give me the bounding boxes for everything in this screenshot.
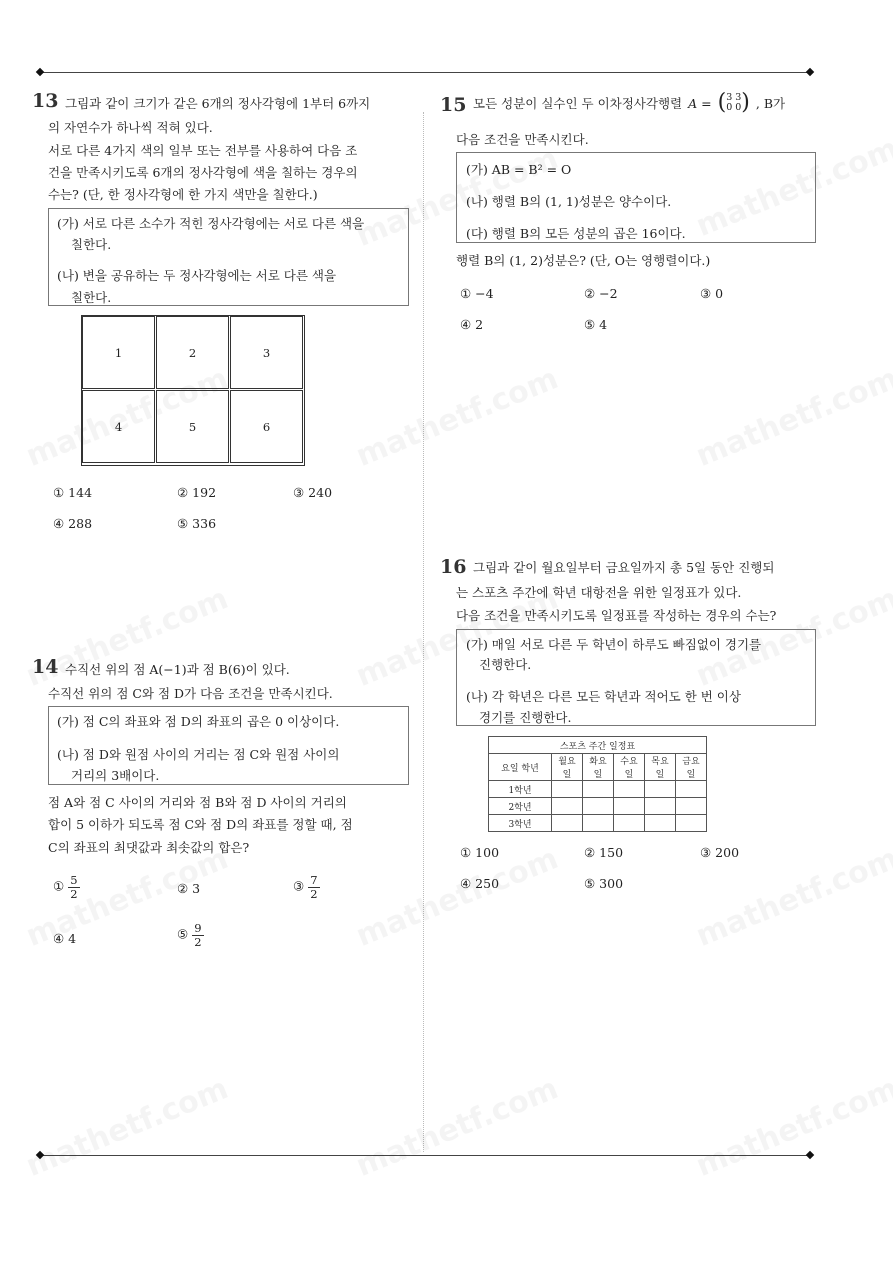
answer-option[interactable]: ④ 2 <box>460 317 484 332</box>
question-number: 16 <box>440 556 467 578</box>
answer-option[interactable]: ⑤ 4 <box>584 317 608 332</box>
question-text: 의 자연수가 하나씩 적혀 있다. <box>48 120 213 135</box>
table-cell <box>614 815 645 832</box>
column-header: 수요일 <box>614 754 645 781</box>
answer-option[interactable]: ③ 0 <box>700 286 724 301</box>
table-row <box>489 754 707 781</box>
condition-text: (나) 행렬 B의 (1, 1)성분은 양수이다. <box>466 194 672 209</box>
column-header: 월요일 <box>552 754 583 781</box>
table-cell <box>676 815 707 832</box>
matrix-bracket-left: ( <box>717 90 727 115</box>
condition-text: 거리의 3배이다. <box>71 768 160 783</box>
question-text: 그림과 같이 크기가 같은 6개의 정사각형에 1부터 6까지 <box>65 96 371 111</box>
table-cell <box>552 798 583 815</box>
condition-text: (다) 행렬 B의 모든 성분의 곱은 16이다. <box>466 226 686 241</box>
question-text: 서로 다른 4가지 색의 일부 또는 전부를 사용하여 다음 조 <box>48 143 358 158</box>
answer-option[interactable]: ③ 240 <box>293 485 333 500</box>
answer-option[interactable] <box>53 874 80 900</box>
question-number: 13 <box>32 90 59 112</box>
condition-text: 칠한다. <box>71 237 112 252</box>
question-text: 는 스포츠 주간에 학년 대항전을 위한 일정표가 있다. <box>456 585 742 600</box>
numerator: 5 <box>70 873 78 887</box>
row-header: 2학년 <box>489 798 552 815</box>
table-row <box>489 781 707 798</box>
fraction <box>192 922 203 948</box>
table-cell <box>676 781 707 798</box>
answer-option[interactable]: ① 144 <box>53 485 93 500</box>
matrix-row: 0 0 <box>726 102 742 113</box>
question-text: 행렬 B의 (1, 2)성분은? (단, O는 영행렬이다.) <box>456 253 711 268</box>
fraction <box>308 874 319 900</box>
condition-text: (나) 변을 공유하는 두 정사각형에는 서로 다른 색을 <box>57 268 337 283</box>
grid-cell: 5 <box>156 390 229 463</box>
numerator: 9 <box>194 921 202 935</box>
question-text: 건을 만족시키도록 6개의 정사각형에 색을 칠하는 경우의 <box>48 165 358 180</box>
watermark <box>351 841 563 954</box>
table-cell <box>645 781 676 798</box>
question-text: 다음 조건을 만족시킨다. <box>456 132 589 147</box>
watermark <box>351 361 563 474</box>
fraction <box>68 874 79 900</box>
question-text: 합이 5 이하가 되도록 점 C와 점 D의 좌표를 정할 때, 점 <box>48 817 353 832</box>
answer-option[interactable]: ② 3 <box>177 881 201 896</box>
question-text <box>473 92 785 114</box>
grid-cell: 3 <box>230 316 303 389</box>
grid-cell: 4 <box>82 390 155 463</box>
answer-option[interactable]: ⑤ 300 <box>584 876 624 891</box>
row-header: 1학년 <box>489 781 552 798</box>
table-cell <box>676 798 707 815</box>
answer-option[interactable]: ② 192 <box>177 485 217 500</box>
top-rule <box>40 72 810 73</box>
numerator: 7 <box>310 873 318 887</box>
watermark <box>691 1071 893 1184</box>
answer-option[interactable] <box>293 874 320 900</box>
answer-option[interactable]: ② −2 <box>584 286 618 301</box>
matrix-label: A = <box>688 95 712 111</box>
option-label: ① <box>53 878 65 894</box>
top-right-diamond <box>806 68 814 76</box>
table-title: 스포츠 주간 일정표 <box>489 737 707 754</box>
table-cell <box>583 815 614 832</box>
top-left-diamond <box>36 68 44 76</box>
answer-option[interactable]: ④ 288 <box>53 516 93 531</box>
table-cell <box>583 798 614 815</box>
table-cell <box>583 781 614 798</box>
table-cell <box>552 815 583 832</box>
answer-option[interactable]: ⑤ 336 <box>177 516 217 531</box>
denominator: 2 <box>310 886 318 901</box>
answer-option[interactable] <box>177 922 204 948</box>
answer-option[interactable]: ② 150 <box>584 845 624 860</box>
condition-text: 진행한다. <box>479 657 532 672</box>
condition-text: (가) 점 C의 좌표와 점 D의 좌표의 곱은 0 이상이다. <box>57 714 340 729</box>
grid-cell: 1 <box>82 316 155 389</box>
question-text-part: , B가 <box>755 96 786 111</box>
grid-cell: 6 <box>230 390 303 463</box>
question-number: 15 <box>440 94 467 116</box>
table-row <box>489 815 707 832</box>
matrix-row: 3 3 <box>726 92 742 104</box>
watermark <box>351 1071 563 1184</box>
column-header: 화요일 <box>583 754 614 781</box>
watermark <box>691 361 893 474</box>
condition-text: 경기를 진행한다. <box>479 710 572 725</box>
matrix-bracket-right: ) <box>741 90 750 115</box>
question-text: 점 A와 점 C 사이의 거리와 점 B와 점 D 사이의 거리의 <box>48 795 347 810</box>
denominator: 2 <box>70 886 78 901</box>
table-cell <box>614 781 645 798</box>
question-text: 수는? (단, 한 정사각형에 한 가지 색만을 칠한다.) <box>48 187 318 202</box>
question-text: 다음 조건을 만족시키도록 일정표를 작성하는 경우의 수는? <box>456 608 777 623</box>
column-header: 목요일 <box>645 754 676 781</box>
grid-cell: 2 <box>156 316 229 389</box>
table-row <box>489 737 707 754</box>
question-text: 그림과 같이 월요일부터 금요일까지 총 5일 동안 진행되 <box>473 560 775 575</box>
option-label: ⑤ <box>177 926 189 942</box>
condition-text: 칠한다. <box>71 290 112 305</box>
condition-text: (가) AB = B² = O <box>466 162 572 177</box>
row-header: 3학년 <box>489 815 552 832</box>
matrix-body <box>726 93 741 113</box>
column-header: 금요일 <box>676 754 707 781</box>
bottom-right-diamond <box>806 1151 814 1159</box>
table-cell <box>552 781 583 798</box>
condition-text: (가) 서로 다른 소수가 적힌 정사각형에는 서로 다른 색을 <box>57 216 365 231</box>
question-text: 수직선 위의 점 C와 점 D가 다음 조건을 만족시킨다. <box>48 686 333 701</box>
condition-text: (나) 점 D와 원점 사이의 거리는 점 C와 원점 사이의 <box>57 747 340 762</box>
table-cell <box>614 798 645 815</box>
answer-option[interactable]: ① 100 <box>460 845 500 860</box>
table-cell <box>645 798 676 815</box>
question-text-part: 모든 성분이 실수인 두 이차정사각행렬 <box>473 96 683 111</box>
answer-option[interactable]: ④ 4 <box>53 931 77 946</box>
question-text: 수직선 위의 점 A(−1)과 점 B(6)이 있다. <box>65 662 290 677</box>
table-row <box>489 798 707 815</box>
schedule-table <box>488 736 707 832</box>
answer-option[interactable]: ① −4 <box>460 286 494 301</box>
denominator: 2 <box>194 934 202 949</box>
table-cell <box>645 815 676 832</box>
answer-option[interactable]: ③ 200 <box>700 845 740 860</box>
square-grid <box>81 315 305 466</box>
matrix <box>718 92 750 114</box>
option-label: ③ <box>293 878 305 894</box>
condition-text: (가) 매일 서로 다른 두 학년이 하루도 빠짐없이 경기를 <box>466 637 762 652</box>
question-text: C의 좌표의 최댓값과 최솟값의 합은? <box>48 840 250 855</box>
answer-option[interactable]: ④ 250 <box>460 876 500 891</box>
question-number: 14 <box>32 656 59 678</box>
watermark <box>21 1071 233 1184</box>
condition-text: (나) 각 학년은 다른 모든 학년과 적어도 한 번 이상 <box>466 689 741 704</box>
table-corner-header: 요일 학년 <box>489 754 552 781</box>
